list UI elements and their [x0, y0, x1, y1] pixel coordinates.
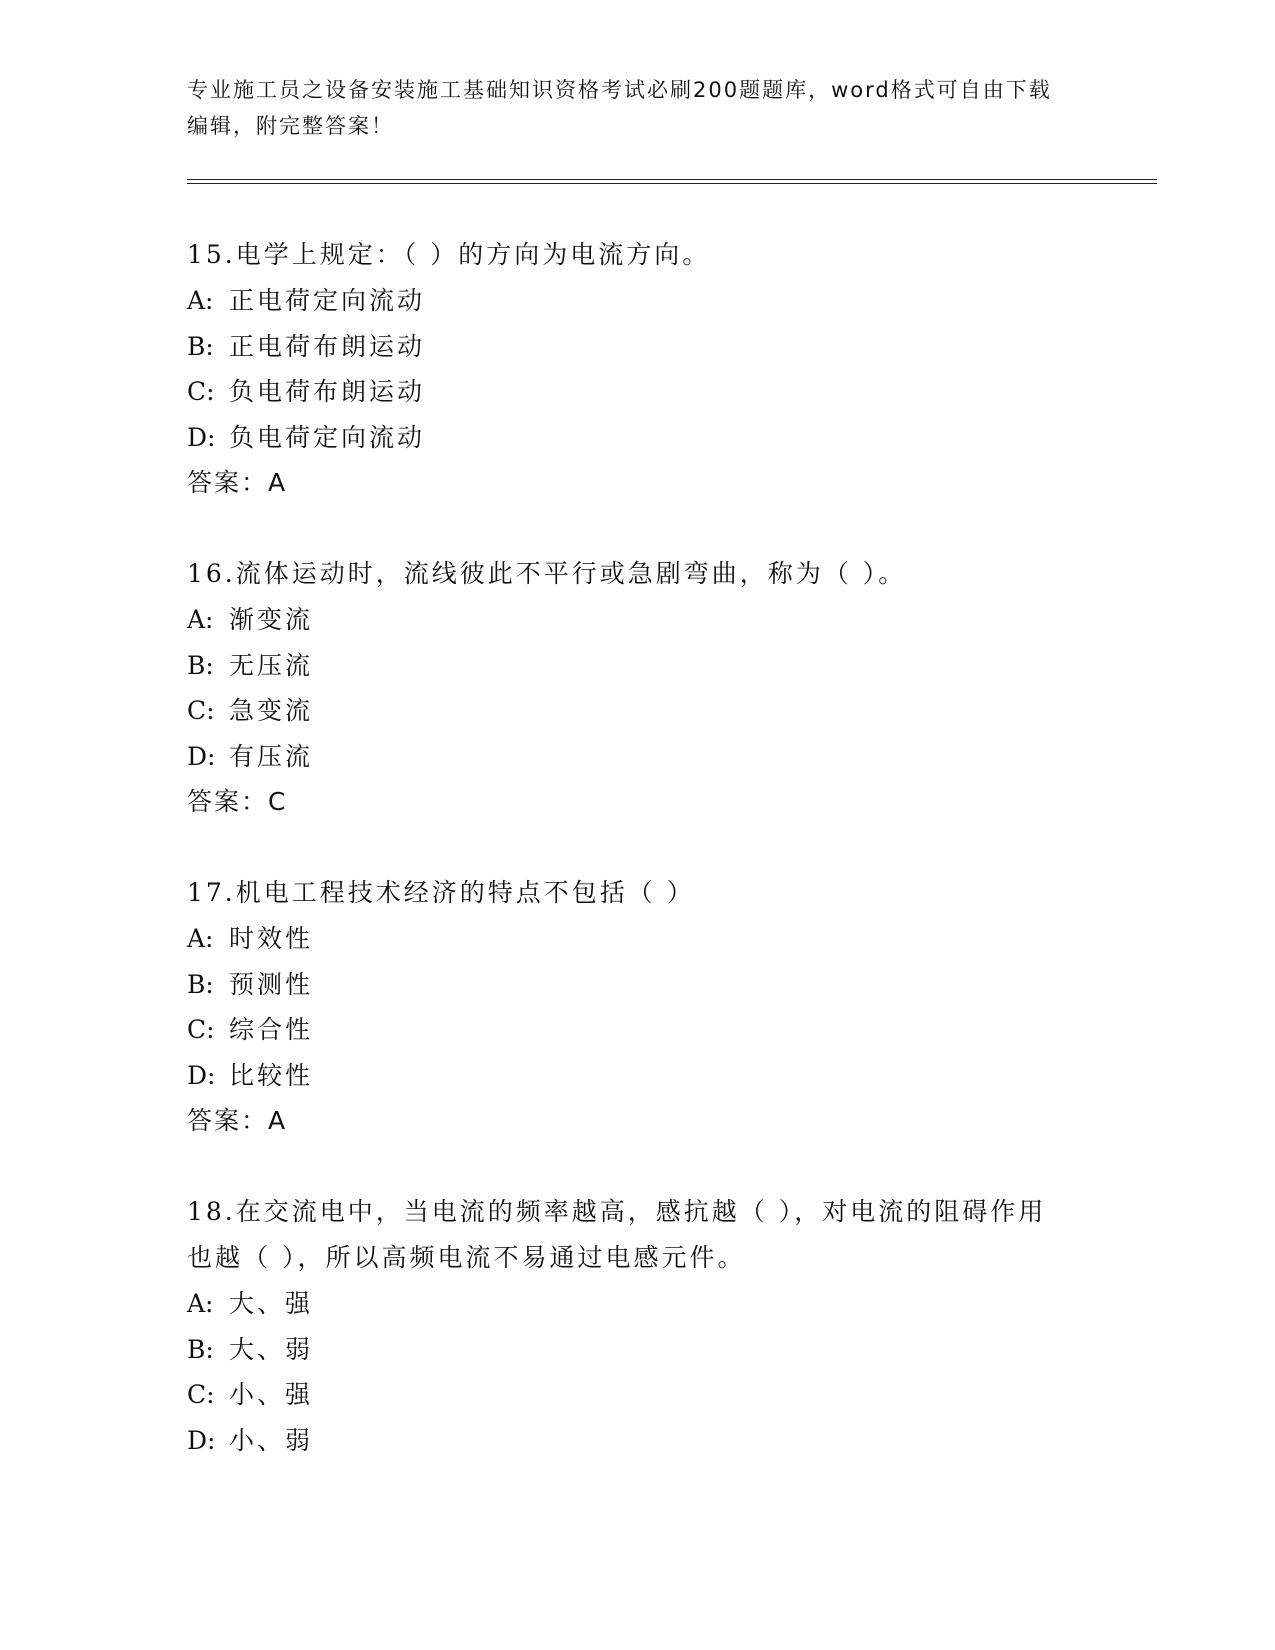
header-rule-bottom [187, 183, 1157, 184]
option-text: 急变流 [229, 696, 314, 725]
option-letter: D: [187, 741, 216, 771]
option-d [187, 1418, 1067, 1464]
option-text: 小、弱 [229, 1425, 314, 1455]
answer-line: 答案：A [187, 1106, 288, 1135]
option-text: 比较性 [229, 1060, 314, 1090]
option-text: 预测性 [229, 969, 314, 999]
option-text: 小、强 [229, 1380, 314, 1409]
option-text: 大、强 [229, 1289, 314, 1318]
option-text: 综合性 [229, 1015, 314, 1044]
option-b [187, 324, 1067, 370]
question-stem: 电学上规定：（ ）的方向为电流方向。 [235, 240, 711, 269]
option-letter: A: [187, 1289, 214, 1318]
option-letter: A: [187, 286, 214, 315]
question-stem-line [187, 232, 1067, 278]
option-a [187, 916, 1067, 962]
option-text: 负电荷布朗运动 [229, 377, 426, 406]
option-text: 正电荷定向流动 [229, 286, 426, 315]
option-letter: A: [187, 924, 214, 953]
question-stem-line [187, 551, 1067, 597]
option-d [187, 734, 1067, 780]
question-stem-line [187, 1189, 1067, 1281]
option-letter: B: [187, 969, 214, 999]
question-18 [187, 1189, 1067, 1463]
option-letter: C: [187, 377, 215, 406]
option-text: 大、弱 [229, 1334, 314, 1364]
question-number: 15. [187, 240, 236, 269]
question-list [187, 232, 1067, 1508]
question-17 [187, 870, 1067, 1144]
question-stem: 机电工程技术经济的特点不包括（ ） [235, 878, 695, 907]
option-letter: C: [187, 1380, 215, 1409]
option-b [187, 962, 1067, 1008]
option-b [187, 1327, 1067, 1373]
option-text: 正电荷布朗运动 [229, 331, 426, 361]
option-letter: D: [187, 422, 216, 452]
option-text: 渐变流 [229, 605, 314, 634]
option-c [187, 369, 1067, 415]
answer-line: 答案：C [187, 787, 288, 816]
question-number: 16. [187, 559, 236, 588]
option-text: 无压流 [229, 650, 314, 680]
question-stem: 流体运动时，流线彼此不平行或急剧弯曲，称为（ ）。 [235, 559, 907, 588]
option-letter: B: [187, 331, 214, 361]
question-number: 18. [187, 1197, 236, 1226]
option-a [187, 1281, 1067, 1327]
option-d [187, 1053, 1067, 1099]
question-stem: 在交流电中，当电流的频率越高，感抗越（ ），对电流的阻碍作用也越（ ），所以高频电流不易通过电感元件。 [187, 1197, 1047, 1272]
option-letter: A: [187, 605, 214, 634]
option-b [187, 643, 1067, 689]
option-d [187, 415, 1067, 461]
document-header [187, 72, 1067, 144]
option-letter: B: [187, 1334, 214, 1364]
option-c [187, 688, 1067, 734]
question-number: 17. [187, 878, 236, 907]
question-16 [187, 551, 1067, 825]
option-a [187, 597, 1067, 643]
option-letter: D: [187, 1060, 216, 1090]
option-a [187, 278, 1067, 324]
header-rule-top [187, 179, 1157, 180]
option-c [187, 1372, 1067, 1418]
question-stem-line [187, 870, 1067, 916]
header-intro-text: 专业施工员之设备安装施工基础知识资格考试必刷200题题库，word格式可自由下载编辑，附完整答案！ [187, 78, 1052, 138]
option-letter: D: [187, 1425, 216, 1455]
answer-line: 答案：A [187, 468, 288, 497]
option-c [187, 1007, 1067, 1053]
option-letter: C: [187, 1015, 215, 1044]
option-letter: B: [187, 650, 214, 680]
option-text: 有压流 [229, 741, 314, 771]
question-15 [187, 232, 1067, 506]
option-text: 时效性 [229, 924, 314, 953]
option-letter: C: [187, 696, 215, 725]
option-text: 负电荷定向流动 [229, 422, 426, 452]
